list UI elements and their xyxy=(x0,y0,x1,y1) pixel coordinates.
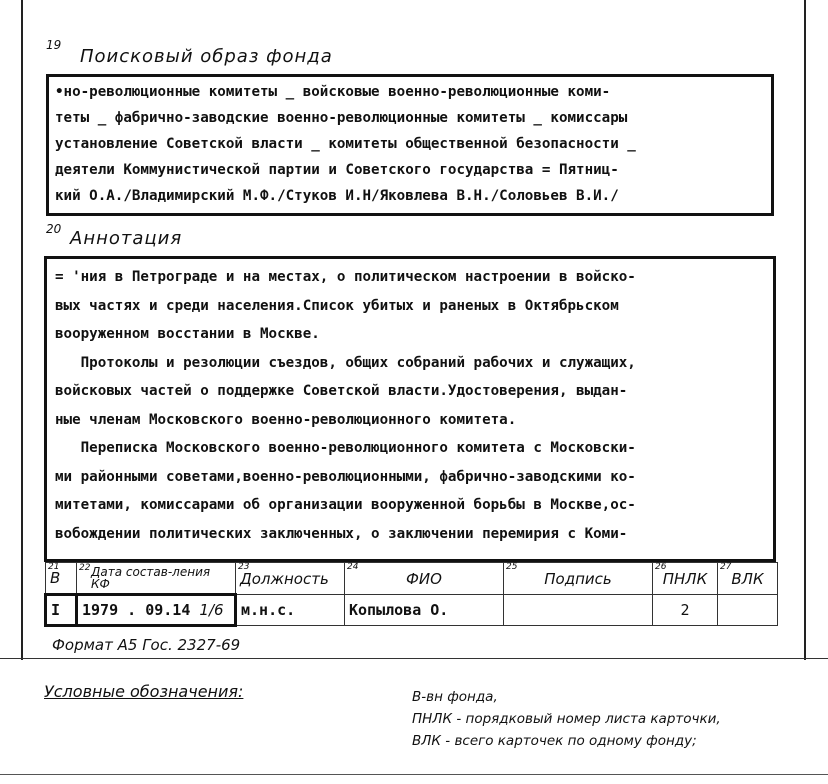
annotation-line: вобождении политических заключенных, о заключении перемирия с Коми- xyxy=(55,525,628,542)
legend-item: ВЛК - всего карточек по одному фонду; xyxy=(412,733,697,749)
left-border xyxy=(21,0,23,660)
header-signature: 25 Подпись xyxy=(504,563,653,595)
legend-item: В-вн фонда, xyxy=(412,689,498,705)
search-line: деятели Коммунистической партии и Советского государства = Пятниц- xyxy=(55,162,619,178)
annotation-line: ми районными советами,военно-революционными, фабрично-заводскими ко- xyxy=(55,468,636,485)
search-section-title: Поисковый образ фонда xyxy=(80,46,333,67)
annotation-line: митетами, комиссарами об организации вооруженной борьбы в Москве,ос- xyxy=(55,497,636,513)
search-line: установление Советской власти _ комитеты общественной безопасности _ xyxy=(55,136,636,152)
header-vlk: 27 ВЛК xyxy=(718,563,778,595)
annotation-section-title: Аннотация xyxy=(70,228,183,249)
annotation-line: войсковых частей о поддержке Советской власти.Удостоверения, выдан- xyxy=(55,383,628,399)
annotation-box xyxy=(44,256,776,562)
header-fio: 24 ФИО xyxy=(345,563,504,595)
header-pnlk: 26 ПНЛК xyxy=(653,563,718,595)
search-line: •но-революционные комитеты _ войсковые военно-революционные коми- xyxy=(55,84,611,100)
annotation-line: ные членам Московского военно-революционного комитета. xyxy=(55,411,517,428)
right-border xyxy=(804,0,806,660)
legend-title: Условные обозначения: xyxy=(44,682,244,701)
value-pnlk: 2 xyxy=(653,595,718,626)
search-section-number: 19 xyxy=(46,38,62,52)
value-fio: Копылова О. xyxy=(345,595,504,626)
meta-table xyxy=(44,562,778,627)
value-signature xyxy=(504,595,653,626)
annotation-section-number: 20 xyxy=(46,222,62,236)
search-image-box xyxy=(46,74,774,216)
page-bottom-line xyxy=(0,774,828,775)
header-date: 22 Дата состав-ления КФ xyxy=(77,563,236,595)
annotation-line: = 'ния в Петрограде и на местах, о политическом настроении в войско- xyxy=(55,269,636,285)
search-line: кий О.А./Владимирский М.Ф./Стуков И.Н/Яковлева В.Н./Соловьев В.И./ xyxy=(55,188,619,204)
annotation-line: вых частях и среди населения.Список убитых и раненых в Октябрьском xyxy=(55,297,619,314)
legend-item: ПНЛК - порядковый номер листа карточки, xyxy=(412,711,721,727)
card-bottom-line xyxy=(0,658,828,659)
value-vlk xyxy=(718,595,778,626)
meta-header-row xyxy=(46,563,778,595)
value-date: 1979 . 09.14 1/6 xyxy=(77,595,236,626)
annotation-line: Протоколы и резолюции съездов, общих собраний рабочих и служащих, xyxy=(55,354,636,371)
search-line: теты _ фабрично-заводские военно-революционные комитеты _ комиссары xyxy=(55,110,628,126)
meta-value-row xyxy=(46,595,778,626)
legend-list xyxy=(412,686,721,752)
annotation-line: Переписка Московского военно-революционного комитета с Московски- xyxy=(55,440,636,456)
header-position: 23 Должность xyxy=(236,563,345,595)
annotation-line: вооруженном восстании в Москве. xyxy=(55,326,320,342)
header-b: 21 В xyxy=(46,563,77,595)
value-b: I xyxy=(46,595,77,626)
format-note: Формат А5 Гос. 2327-69 xyxy=(52,636,241,654)
value-position: м.н.с. xyxy=(236,595,345,626)
